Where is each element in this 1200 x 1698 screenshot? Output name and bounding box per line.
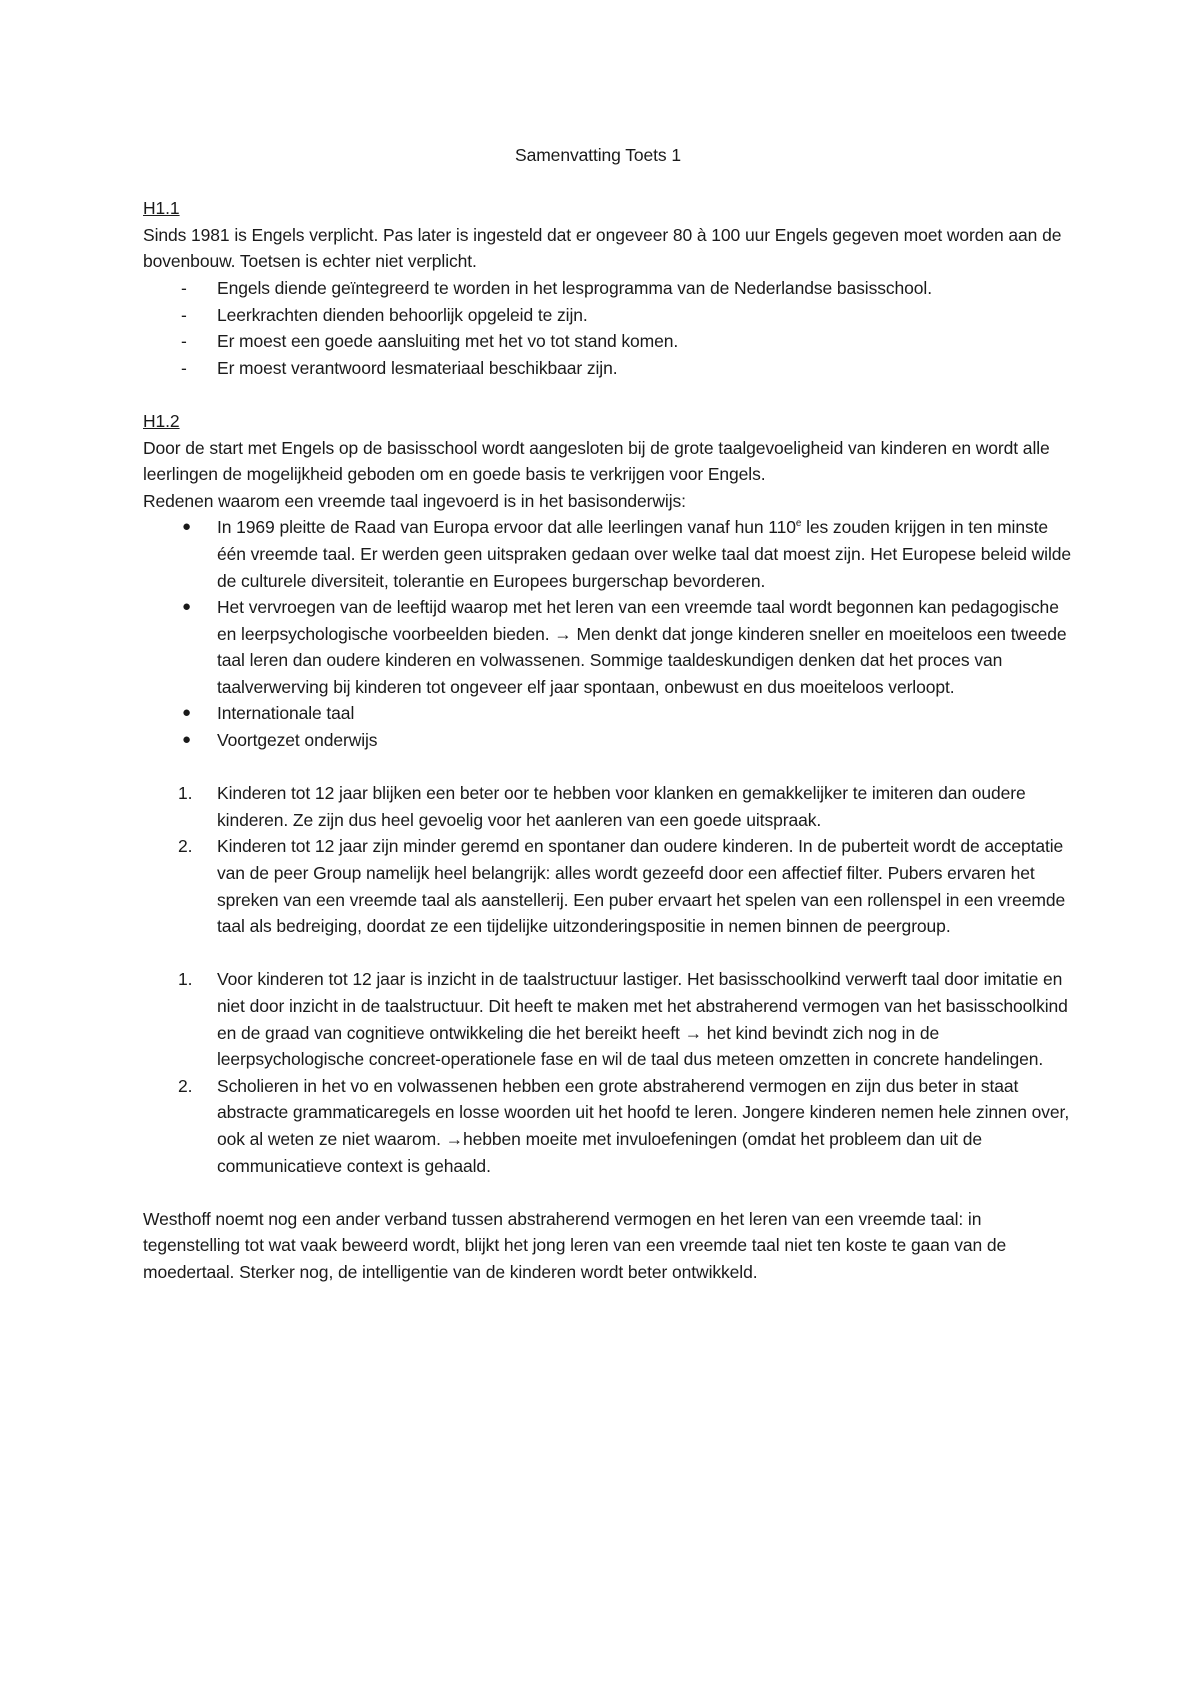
list-number: 2.: [178, 1075, 193, 1096]
list-item: 1. Kinderen tot 12 jaar blijken een beter oor te hebben voor klanken en gemakkelijker te imiteren dan oudere kinderen. Ze zijn dus heel gevoelig voor het aanleren van een goede uitspraak.: [143, 780, 1073, 833]
section1-paragraph: Sinds 1981 is Engels verplicht. Pas later is ingesteld dat er ongeveer 80 à 100 uur Engels gegeven moet worden aan de bovenbouw. Toetsen is echter niet verplicht.: [143, 224, 1062, 272]
document-title: Samenvatting Toets 1: [515, 145, 681, 165]
list-item: 2. Kinderen tot 12 jaar zijn minder geremd en spontaner dan oudere kinderen. In de puberteit wordt de acceptatie van de peer Group namelijk heel belangrijk: alles wordt gezeefd door een affectief filter. Pubers ervaren het spreken van een vreemde taal als aanstellerij. Een puber ervaart het spelen van een rollenspel in een vreemde taal als bedreiging, doordat ze een tijdelijke uitzonderingspositie in nemen binnen de peergroup.: [143, 833, 1073, 939]
section-heading-h1-2: H1.2: [143, 410, 180, 431]
list-item: ● In 1969 pleitte de Raad van Europa ervoor dat alle leerlingen vanaf hun 110e les zouden krijgen in ten minste één vreemde taal. Er werden geen uitspraken gedaan over welke taal dat moest zijn. Het Europese beleid wilde de culturele diversiteit, tolerantie en Europees burgerschap bevorderen.: [143, 514, 1073, 594]
spacer: [143, 940, 1073, 967]
dash-marker: -: [181, 357, 187, 378]
list-item: ● Voortgezet onderwijs: [143, 727, 1073, 754]
list-item: - Er moest een goede aansluiting met het vo tot stand komen.: [143, 328, 1073, 355]
list-item: ● Internationale taal: [143, 700, 1073, 727]
list-item: - Engels diende geïntegreerd te worden in het lesprogramma van de Nederlandse basisschool.: [143, 275, 1073, 302]
section-heading-h1-1: H1.1: [143, 198, 180, 219]
arrow-right-icon: →: [684, 1022, 702, 1043]
bullet-list: [143, 514, 1073, 753]
arrow-right-icon: →: [554, 623, 572, 644]
spacer: [143, 754, 1073, 781]
list-item: 2. Scholieren in het vo en volwassenen hebben een grote abstraherend vermogen en zijn dus beter in staat abstracte grammaticaregels en losse woorden uit het hoofd te leren. Jongere kinderen nemen hele zinnen over, ook al weten ze niet waarom. →hebben moeite met invuloefeningen (omdat het probleem dan uit de communicatieve context is gehaald.: [143, 1073, 1073, 1179]
section2-paragraph: Door de start met Engels op de basisschool wordt aangesloten bij de grote taalgevoeligheid van kinderen en wordt alle leerlingen de mogelijkheid geboden om en goede basis te verkrijgen voor Engels.: [143, 437, 1050, 485]
closing-paragraph: Westhoff noemt nog een ander verband tussen abstraherend vermogen en het leren van een vreemde taal: in tegenstelling tot wat vaak beweerd wordt, blijkt het jong leren van een vreemde taal niet ten koste te gaan van de moedertaal. Sterker nog, de intelligentie van de kinderen wordt beter ontwikkeld.: [143, 1208, 1007, 1282]
list-item: - Er moest verantwoord lesmateriaal beschikbaar zijn.: [143, 355, 1073, 382]
arrow-right-icon: →: [445, 1128, 464, 1149]
dash-list: [143, 275, 1073, 381]
bullet-icon: ●: [182, 598, 191, 616]
list-item: 1. Voor kinderen tot 12 jaar is inzicht in de taalstructuur lastiger. Het basisschoolkind verwerft taal door imitatie en niet door inzicht in de taalstructuur. Dit heeft te maken met het abstraherend vermogen van het basisschoolkind en de graad van cognitieve ontwikkeling die het bereikt heeft → het kind bevindt zich nog in de leerpsychologische concreet-operationele fase en wil de taal dus meteen omzetten in concrete handelingen.: [143, 966, 1073, 1072]
bullet-icon: ●: [182, 518, 191, 536]
list-item: ● Het vervroegen van de leeftijd waarop met het leren van een vreemde taal wordt begonnen kan pedagogische en leerpsychologische voorbeelden bieden. → Men denkt dat jonge kinderen sneller en moeiteloos een tweede taal leren dan oudere kinderen en volwassenen. Sommige taaldeskundigen denken dat het proces van taalverwerving bij kinderen tot ongeveer elf jaar spontaan, onbewust en dus moeiteloos verloopt.: [143, 594, 1073, 700]
spacer: [143, 1179, 1073, 1206]
numbered-list-1: [143, 780, 1073, 940]
reasons-intro: Redenen waarom een vreemde taal ingevoerd is in het basisonderwijs:: [143, 490, 686, 511]
spacer: [143, 381, 1073, 408]
dash-marker: -: [181, 277, 187, 298]
list-number: 1.: [178, 783, 193, 804]
list-number: 1.: [178, 969, 193, 990]
numbered-list-2: [143, 966, 1073, 1179]
dash-marker: -: [181, 304, 187, 325]
bullet-icon: ●: [182, 704, 191, 722]
bullet-icon: ●: [182, 731, 191, 749]
superscript: e: [795, 518, 802, 530]
dash-marker: -: [181, 331, 187, 352]
list-item: - Leerkrachten dienden behoorlijk opgeleid te zijn.: [143, 302, 1073, 329]
document-page: [143, 142, 1073, 1286]
list-number: 2.: [178, 836, 193, 857]
